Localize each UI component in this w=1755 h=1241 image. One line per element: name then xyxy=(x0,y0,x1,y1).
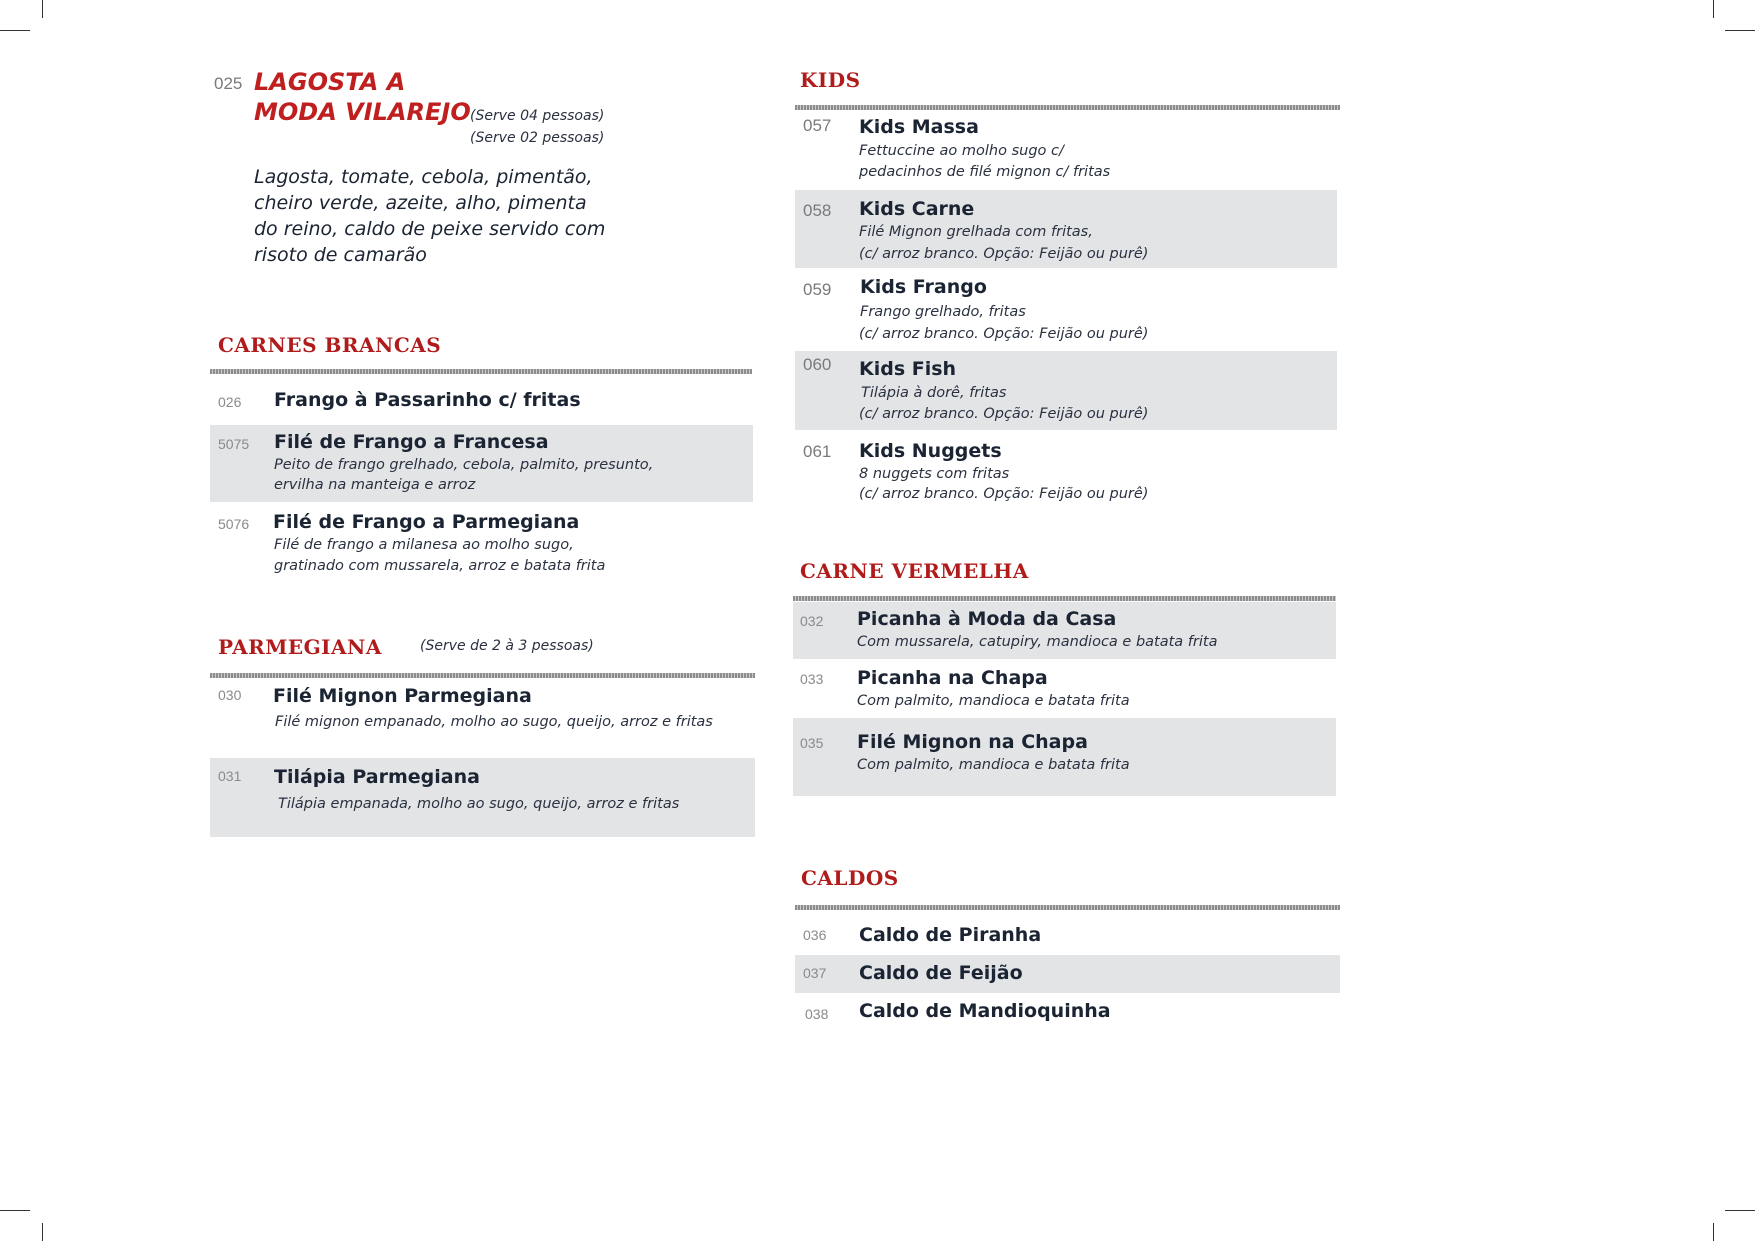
item-description: Tilápia empanada, molho ao sugo, queijo, arroz e fritas xyxy=(278,796,680,812)
serves-note: (Serve 02 pessoas) xyxy=(470,130,605,146)
item-description: (c/ arroz branco. Opção: Feijão ou purê) xyxy=(859,486,1149,502)
lobster-description: risoto de camarão xyxy=(254,244,427,266)
item-description: Peito de frango grelhado, cebola, palmito, presunto, xyxy=(274,457,654,473)
crop-mark xyxy=(0,1210,30,1211)
item-description: gratinado com mussarela, arroz e batata frita xyxy=(274,558,606,574)
item-description: Tilápia à dorê, fritas xyxy=(861,385,1007,401)
item-code: 059 xyxy=(803,280,832,299)
item-description: Fettuccine ao molho sugo c/ xyxy=(859,143,1064,159)
lobster-description: cheiro verde, azeite, alho, pimenta xyxy=(254,192,587,214)
menu-item xyxy=(210,425,753,502)
section-title: PARMEGIANA xyxy=(218,635,382,659)
crop-mark xyxy=(1725,1210,1755,1211)
item-name: Caldo de Feijão xyxy=(859,962,1023,984)
item-code: 036 xyxy=(803,927,827,943)
item-name: Caldo de Mandioquinha xyxy=(859,1000,1111,1022)
item-code: 032 xyxy=(800,613,824,629)
item-name: Filé de Frango a Francesa xyxy=(274,431,549,453)
item-code: 5075 xyxy=(218,436,250,452)
item-description: Filé de frango a milanesa ao molho sugo, xyxy=(274,537,574,553)
menu-item xyxy=(795,994,1340,1030)
item-code: 030 xyxy=(218,687,242,703)
serves-note: (Serve 04 pessoas) xyxy=(470,108,605,124)
item-name: Picanha na Chapa xyxy=(857,667,1048,689)
menu-item xyxy=(210,505,753,583)
crop-mark xyxy=(1725,30,1755,31)
menu-item xyxy=(795,111,1337,187)
menu-item xyxy=(795,918,1340,954)
section-divider xyxy=(210,673,755,678)
item-name: Kids Massa xyxy=(859,116,979,138)
item-description: (c/ arroz branco. Opção: Feijão ou purê) xyxy=(859,326,1149,342)
item-name: Caldo de Piranha xyxy=(859,924,1042,946)
item-description: (c/ arroz branco. Opção: Feijão ou purê) xyxy=(859,406,1149,422)
item-description: ervilha na manteiga e arroz xyxy=(274,477,476,493)
item-description: Frango grelhado, fritas xyxy=(860,304,1026,320)
item-description: Filé mignon empanado, molho ao sugo, queijo, arroz e fritas xyxy=(275,714,713,730)
item-name: Filé Mignon na Chapa xyxy=(857,731,1088,753)
item-description: Com palmito, mandioca e batata frita xyxy=(857,757,1130,773)
section-title: CARNES BRANCAS xyxy=(218,333,442,357)
item-description: pedacinhos de filé mignon c/ fritas xyxy=(859,164,1111,180)
item-description: Com mussarela, catupiry, mandioca e batata frita xyxy=(857,634,1218,650)
lobster-title-line2: MODA VILAREJO xyxy=(254,98,471,126)
menu-item xyxy=(795,271,1337,349)
menu-item xyxy=(210,681,755,751)
section-title: CALDOS xyxy=(801,866,899,890)
lobster-description: Lagosta, tomate, cebola, pimentão, xyxy=(254,166,593,188)
item-name: Kids Fish xyxy=(859,358,957,380)
item-code: 061 xyxy=(803,442,832,461)
menu-item xyxy=(795,351,1337,430)
item-code: 035 xyxy=(800,735,824,751)
section-divider xyxy=(210,369,752,374)
lobster-title-line1: LAGOSTA A xyxy=(254,68,406,96)
menu-item xyxy=(795,190,1337,268)
menu-item xyxy=(793,602,1336,659)
item-code: 031 xyxy=(218,768,242,784)
crop-mark xyxy=(42,0,43,18)
section-title: CARNE VERMELHA xyxy=(800,559,1029,583)
item-name: Kids Nuggets xyxy=(859,440,1002,462)
section-title: KIDS xyxy=(800,68,861,92)
item-code: 033 xyxy=(800,671,824,687)
crop-mark xyxy=(1713,0,1714,18)
lobster-description: do reino, caldo de peixe servido com xyxy=(254,218,606,240)
section-divider xyxy=(795,105,1340,110)
item-code: 5076 xyxy=(218,516,250,532)
section-divider xyxy=(793,596,1336,601)
crop-mark xyxy=(0,30,30,31)
menu-item xyxy=(210,380,753,422)
item-code: 057 xyxy=(803,116,832,135)
crop-mark xyxy=(42,1223,43,1241)
item-name: Picanha à Moda da Casa xyxy=(857,608,1117,630)
item-code: 060 xyxy=(803,355,832,374)
item-name: Kids Frango xyxy=(860,276,987,298)
menu-item xyxy=(795,432,1337,512)
item-code: 025 xyxy=(214,74,243,93)
serves-note: (Serve de 2 à 3 pessoas) xyxy=(420,638,594,654)
item-name: Frango à Passarinho c/ fritas xyxy=(274,389,581,411)
item-name: Filé de Frango a Parmegiana xyxy=(273,511,580,533)
item-code: 037 xyxy=(803,965,827,981)
item-description: Filé Mignon grelhada com fritas, xyxy=(859,224,1093,240)
menu-item xyxy=(793,718,1336,796)
crop-mark xyxy=(1713,1223,1714,1241)
item-code: 026 xyxy=(218,394,242,410)
item-name: Kids Carne xyxy=(859,198,975,220)
item-name: Filé Mignon Parmegiana xyxy=(273,685,532,707)
menu-item xyxy=(793,662,1336,716)
item-code: 058 xyxy=(803,201,832,220)
menu-item xyxy=(795,955,1340,993)
section-divider xyxy=(795,905,1340,910)
item-code: 038 xyxy=(805,1006,829,1022)
item-description: 8 nuggets com fritas xyxy=(859,466,1010,482)
menu-item xyxy=(210,758,755,837)
item-name: Tilápia Parmegiana xyxy=(274,766,480,788)
item-description: (c/ arroz branco. Opção: Feijão ou purê) xyxy=(859,246,1149,262)
item-description: Com palmito, mandioca e batata frita xyxy=(857,693,1130,709)
